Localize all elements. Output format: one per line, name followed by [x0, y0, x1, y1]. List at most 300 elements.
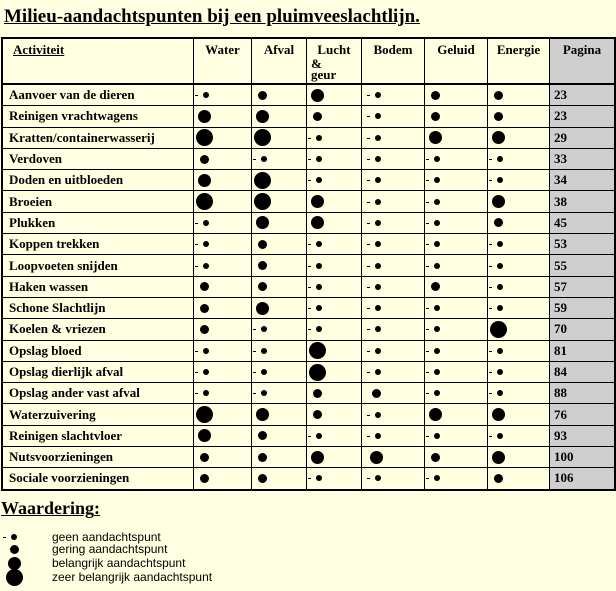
afval-rating-cell: [252, 213, 307, 234]
geen-dot-icon: [497, 177, 503, 183]
energie-rating-cell: [488, 404, 550, 425]
energie-rating-cell: [488, 106, 550, 127]
afval-rating-cell: [252, 85, 307, 106]
geen-dot-icon: [497, 390, 503, 396]
bodem-rating-cell: [362, 170, 425, 191]
geen-dot-icon: [316, 305, 322, 311]
geen-dot-icon: [497, 433, 503, 439]
bodem-rating-cell: [362, 255, 425, 276]
dash-tick-icon: [195, 393, 198, 394]
geen-dot-icon: [261, 369, 267, 375]
legend-symbol: [0, 542, 40, 556]
energie-rating-cell: [488, 255, 550, 276]
bodem-rating-cell: [362, 362, 425, 383]
activity-cell: Aanvoer van de dieren: [3, 85, 194, 106]
dash-tick-icon: [367, 287, 370, 288]
legend-label: belangrijk aandachtspunt: [52, 556, 186, 570]
water-rating-cell: [194, 341, 252, 362]
page-number-cell: 88: [550, 383, 614, 404]
dash-tick-icon: [426, 351, 429, 352]
geen-dot-icon: [375, 348, 381, 354]
water-rating-cell: [194, 149, 252, 170]
lucht-geur-rating-cell: [307, 319, 362, 340]
page-number-cell: 106: [550, 468, 614, 488]
lucht-geur-rating-cell: [307, 106, 362, 127]
geen-dot-icon: [375, 263, 381, 269]
belangrijk-dot-icon: [198, 174, 211, 187]
page-number-cell: 84: [550, 362, 614, 383]
dash-tick-icon: [489, 266, 492, 267]
geen-dot-icon: [434, 177, 440, 183]
belangrijk-dot-icon: [256, 110, 269, 123]
geen-dot-icon: [261, 348, 267, 354]
dash-tick-icon: [367, 436, 370, 437]
afval-rating-cell: [252, 234, 307, 255]
afval-rating-cell: [252, 426, 307, 447]
geluid-rating-cell: [425, 255, 488, 276]
dash-tick-icon: [426, 202, 429, 203]
dash-tick-icon: [308, 308, 311, 309]
activity-cell: Reinigen vrachtwagens: [3, 106, 194, 127]
dash-tick-icon: [489, 180, 492, 181]
geen-dot-icon: [434, 241, 440, 247]
gering-dot-icon: [200, 304, 209, 313]
header-water: Water: [194, 39, 252, 85]
dash-tick-icon: [426, 478, 429, 479]
lucht-geur-rating-cell: [307, 234, 362, 255]
geen-dot-icon: [375, 305, 381, 311]
zeer-belangrijk-dot-icon: [196, 193, 213, 210]
bodem-rating-cell: [362, 277, 425, 298]
energie-rating-cell: [488, 170, 550, 191]
page-number-cell: 57: [550, 277, 614, 298]
activity-cell: Opslag ander vast afval: [3, 383, 194, 404]
gering-dot-icon: [313, 389, 322, 398]
gering-dot-icon: [431, 282, 440, 291]
geen-dot-icon: [11, 534, 17, 540]
bodem-rating-cell: [362, 447, 425, 468]
dash-tick-icon: [308, 159, 311, 160]
belangrijk-dot-icon: [311, 195, 324, 208]
geluid-rating-cell: [425, 319, 488, 340]
energie-rating-cell: [488, 319, 550, 340]
geen-dot-icon: [434, 263, 440, 269]
afval-rating-cell: [252, 149, 307, 170]
gering-dot-icon: [258, 91, 267, 100]
dash-tick-icon: [253, 372, 256, 373]
table-row: [3, 341, 614, 362]
geluid-rating-cell: [425, 85, 488, 106]
geen-dot-icon: [261, 156, 267, 162]
energie-rating-cell: [488, 213, 550, 234]
dash-tick-icon: [367, 202, 370, 203]
energie-rating-cell: [488, 362, 550, 383]
geen-dot-icon: [203, 390, 209, 396]
zeer-belangrijk-dot-icon: [490, 321, 507, 338]
dash-tick-icon: [195, 244, 198, 245]
geen-dot-icon: [316, 177, 322, 183]
page-number-cell: 70: [550, 319, 614, 340]
dash-tick-icon: [367, 266, 370, 267]
page-title: Milieu-aandachtspunten bij een pluimveeslachtlijn.: [4, 6, 420, 27]
activity-cell: Sociale voorzieningen: [3, 468, 194, 488]
header-lucht-label: Lucht: [317, 42, 351, 57]
table-row: [3, 362, 614, 383]
geluid-rating-cell: [425, 149, 488, 170]
belangrijk-dot-icon: [429, 131, 442, 144]
table-row: [3, 106, 614, 127]
afval-rating-cell: [252, 191, 307, 212]
activity-cell: Opslag dierlijk afval: [3, 362, 194, 383]
page-number-cell: 23: [550, 106, 614, 127]
geen-dot-icon: [375, 412, 381, 418]
gering-dot-icon: [200, 474, 209, 483]
lucht-geur-rating-cell: [307, 362, 362, 383]
dash-tick-icon: [426, 159, 429, 160]
geen-dot-icon: [203, 92, 209, 98]
belangrijk-dot-icon: [198, 110, 211, 123]
bodem-rating-cell: [362, 404, 425, 425]
geen-dot-icon: [203, 241, 209, 247]
activity-cell: Schone Slachtlijn: [3, 298, 194, 319]
geen-dot-icon: [316, 433, 322, 439]
dash-tick-icon: [308, 180, 311, 181]
header-lucht-geur: [307, 39, 362, 85]
page-number-cell: 81: [550, 341, 614, 362]
environmental-aspects-table: [1, 37, 616, 491]
geluid-rating-cell: [425, 298, 488, 319]
afval-rating-cell: [252, 468, 307, 488]
legend-symbol: [0, 570, 40, 584]
geen-dot-icon: [375, 156, 381, 162]
header-geur-label: geur: [311, 67, 337, 82]
water-rating-cell: [194, 426, 252, 447]
dash-tick-icon: [195, 223, 198, 224]
geen-dot-icon: [497, 305, 503, 311]
dash-tick-icon: [489, 393, 492, 394]
belangrijk-dot-icon: [256, 216, 269, 229]
energie-rating-cell: [488, 383, 550, 404]
dash-tick-icon: [367, 244, 370, 245]
table-row: [3, 170, 614, 191]
dash-tick-icon: [367, 180, 370, 181]
activity-cell: Loopvoeten snijden: [3, 255, 194, 276]
afval-rating-cell: [252, 128, 307, 149]
header-bodem: Bodem: [362, 39, 425, 85]
header-row: [3, 39, 614, 85]
dash-tick-icon: [308, 436, 311, 437]
gering-dot-icon: [494, 112, 503, 121]
belangrijk-dot-icon: [492, 408, 505, 421]
dash-tick-icon: [3, 537, 6, 538]
lucht-geur-rating-cell: [307, 447, 362, 468]
zeer-belangrijk-dot-icon: [309, 364, 326, 381]
geen-dot-icon: [497, 284, 503, 290]
geen-dot-icon: [375, 220, 381, 226]
bodem-rating-cell: [362, 319, 425, 340]
geluid-rating-cell: [425, 128, 488, 149]
bodem-rating-cell: [362, 234, 425, 255]
page-number-cell: 53: [550, 234, 614, 255]
dash-tick-icon: [489, 244, 492, 245]
geen-dot-icon: [434, 220, 440, 226]
afval-rating-cell: [252, 383, 307, 404]
geen-dot-icon: [316, 263, 322, 269]
dash-tick-icon: [367, 308, 370, 309]
activity-cell: Broeien: [3, 191, 194, 212]
energie-rating-cell: [488, 426, 550, 447]
water-rating-cell: [194, 106, 252, 127]
activity-cell: Plukken: [3, 213, 194, 234]
table-row: [3, 319, 614, 340]
dash-tick-icon: [426, 244, 429, 245]
dash-tick-icon: [195, 266, 198, 267]
table-row: [3, 404, 614, 425]
gering-dot-icon: [494, 91, 503, 100]
page-number-cell: 38: [550, 191, 614, 212]
table-row: [3, 383, 614, 404]
dash-tick-icon: [367, 329, 370, 330]
header-activiteit: Activiteit: [3, 39, 194, 85]
dash-tick-icon: [367, 478, 370, 479]
geen-dot-icon: [316, 241, 322, 247]
geen-dot-icon: [375, 199, 381, 205]
gering-dot-icon: [431, 112, 440, 121]
gering-dot-icon: [200, 453, 209, 462]
page-number-cell: 55: [550, 255, 614, 276]
water-rating-cell: [194, 277, 252, 298]
lucht-geur-rating-cell: [307, 170, 362, 191]
geluid-rating-cell: [425, 106, 488, 127]
afval-rating-cell: [252, 447, 307, 468]
legend-item: [0, 556, 300, 570]
dash-tick-icon: [489, 372, 492, 373]
water-rating-cell: [194, 362, 252, 383]
lucht-geur-rating-cell: [307, 128, 362, 149]
geen-dot-icon: [434, 433, 440, 439]
legend-label: geen aandachtspunt: [52, 530, 161, 544]
geen-dot-icon: [434, 348, 440, 354]
geluid-rating-cell: [425, 191, 488, 212]
afval-rating-cell: [252, 170, 307, 191]
lucht-geur-rating-cell: [307, 277, 362, 298]
gering-dot-icon: [313, 410, 322, 419]
water-rating-cell: [194, 234, 252, 255]
afval-rating-cell: [252, 298, 307, 319]
dash-tick-icon: [308, 478, 311, 479]
afval-rating-cell: [252, 341, 307, 362]
gering-dot-icon: [200, 155, 209, 164]
lucht-geur-rating-cell: [307, 404, 362, 425]
lucht-geur-rating-cell: [307, 149, 362, 170]
gering-dot-icon: [200, 282, 209, 291]
water-rating-cell: [194, 404, 252, 425]
geluid-rating-cell: [425, 170, 488, 191]
afval-rating-cell: [252, 404, 307, 425]
page-number-cell: 59: [550, 298, 614, 319]
lucht-geur-rating-cell: [307, 213, 362, 234]
legend: [0, 528, 300, 588]
dash-tick-icon: [367, 351, 370, 352]
activity-cell: Doden en uitbloeden: [3, 170, 194, 191]
geluid-rating-cell: [425, 426, 488, 447]
water-rating-cell: [194, 383, 252, 404]
lucht-geur-rating-cell: [307, 426, 362, 447]
gering-dot-icon: [313, 112, 322, 121]
geen-dot-icon: [497, 263, 503, 269]
lucht-geur-rating-cell: [307, 341, 362, 362]
dash-tick-icon: [308, 287, 311, 288]
bodem-rating-cell: [362, 85, 425, 106]
geen-dot-icon: [375, 241, 381, 247]
dash-tick-icon: [253, 159, 256, 160]
dash-tick-icon: [489, 436, 492, 437]
afval-rating-cell: [252, 255, 307, 276]
page-number-cell: 45: [550, 213, 614, 234]
geen-dot-icon: [434, 369, 440, 375]
afval-rating-cell: [252, 106, 307, 127]
table-row: [3, 447, 614, 468]
geen-dot-icon: [375, 369, 381, 375]
dash-tick-icon: [367, 372, 370, 373]
table-row: [3, 149, 614, 170]
geluid-rating-cell: [425, 447, 488, 468]
activity-cell: Kratten/containerwasserij: [3, 128, 194, 149]
dash-tick-icon: [426, 372, 429, 373]
zeer-belangrijk-dot-icon: [254, 129, 271, 146]
geen-dot-icon: [316, 156, 322, 162]
geen-dot-icon: [434, 199, 440, 205]
zeer-belangrijk-dot-icon: [309, 342, 326, 359]
belangrijk-dot-icon: [256, 408, 269, 421]
gering-dot-icon: [494, 474, 503, 483]
belangrijk-dot-icon: [311, 451, 324, 464]
geluid-rating-cell: [425, 341, 488, 362]
geen-dot-icon: [434, 475, 440, 481]
water-rating-cell: [194, 128, 252, 149]
zeer-belangrijk-dot-icon: [196, 129, 213, 146]
gering-dot-icon: [258, 453, 267, 462]
geen-dot-icon: [434, 305, 440, 311]
geluid-rating-cell: [425, 404, 488, 425]
dash-tick-icon: [426, 436, 429, 437]
legend-symbol: [0, 556, 40, 570]
dash-tick-icon: [195, 372, 198, 373]
activity-cell: Verdoven: [3, 149, 194, 170]
geen-dot-icon: [203, 220, 209, 226]
bodem-rating-cell: [362, 128, 425, 149]
water-rating-cell: [194, 319, 252, 340]
table-row: [3, 191, 614, 212]
belangrijk-dot-icon: [492, 195, 505, 208]
energie-rating-cell: [488, 277, 550, 298]
table-row: [3, 426, 614, 447]
geen-dot-icon: [316, 135, 322, 141]
gering-dot-icon: [258, 282, 267, 291]
dash-tick-icon: [426, 393, 429, 394]
belangrijk-dot-icon: [492, 451, 505, 464]
bodem-rating-cell: [362, 341, 425, 362]
geluid-rating-cell: [425, 383, 488, 404]
geen-dot-icon: [375, 284, 381, 290]
geen-dot-icon: [316, 284, 322, 290]
page-number-cell: 93: [550, 426, 614, 447]
geen-dot-icon: [203, 348, 209, 354]
activity-cell: Opslag bloed: [3, 341, 194, 362]
dash-tick-icon: [489, 308, 492, 309]
gering-dot-icon: [494, 218, 503, 227]
page-number-cell: 76: [550, 404, 614, 425]
header-ampersand-label: &: [311, 56, 322, 71]
gering-dot-icon: [258, 240, 267, 249]
header-geluid: Geluid: [425, 39, 488, 85]
gering-dot-icon: [200, 325, 209, 334]
geen-dot-icon: [316, 326, 322, 332]
energie-rating-cell: [488, 298, 550, 319]
dash-tick-icon: [367, 138, 370, 139]
activity-cell: Koelen & vriezen: [3, 319, 194, 340]
table-row: [3, 255, 614, 276]
geen-dot-icon: [375, 433, 381, 439]
gering-dot-icon: [258, 261, 267, 270]
gering-dot-icon: [10, 545, 19, 554]
table-row: [3, 298, 614, 319]
dash-tick-icon: [426, 266, 429, 267]
belangrijk-dot-icon: [311, 216, 324, 229]
lucht-geur-rating-cell: [307, 85, 362, 106]
lucht-geur-rating-cell: [307, 468, 362, 488]
geen-dot-icon: [434, 390, 440, 396]
geen-dot-icon: [203, 263, 209, 269]
header-pagina: Pagina: [550, 39, 614, 85]
bodem-rating-cell: [362, 383, 425, 404]
table-row: [3, 128, 614, 149]
belangrijk-dot-icon: [311, 89, 324, 102]
geen-dot-icon: [261, 390, 267, 396]
dash-tick-icon: [367, 415, 370, 416]
gering-dot-icon: [431, 91, 440, 100]
water-rating-cell: [194, 468, 252, 488]
water-rating-cell: [194, 213, 252, 234]
legend-title: [1, 498, 100, 519]
table-row: [3, 213, 614, 234]
gering-dot-icon: [258, 431, 267, 440]
geen-dot-icon: [375, 475, 381, 481]
belangrijk-dot-icon: [256, 302, 269, 315]
gering-dot-icon: [372, 389, 381, 398]
water-rating-cell: [194, 85, 252, 106]
page-number-cell: 100: [550, 447, 614, 468]
water-rating-cell: [194, 191, 252, 212]
bodem-rating-cell: [362, 468, 425, 488]
dash-tick-icon: [426, 180, 429, 181]
page-number-cell: 33: [550, 149, 614, 170]
energie-rating-cell: [488, 85, 550, 106]
header-afval: Afval: [252, 39, 307, 85]
bodem-rating-cell: [362, 213, 425, 234]
geen-dot-icon: [497, 241, 503, 247]
table-row: [3, 85, 614, 106]
lucht-geur-rating-cell: [307, 383, 362, 404]
header-energie: Energie: [488, 39, 550, 85]
table-body: [3, 85, 614, 489]
gering-dot-icon: [258, 474, 267, 483]
table-row: [3, 234, 614, 255]
legend-label: gering aandachtspunt: [52, 542, 168, 556]
bodem-rating-cell: [362, 298, 425, 319]
zeer-belangrijk-dot-icon: [6, 569, 23, 586]
dash-tick-icon: [367, 223, 370, 224]
